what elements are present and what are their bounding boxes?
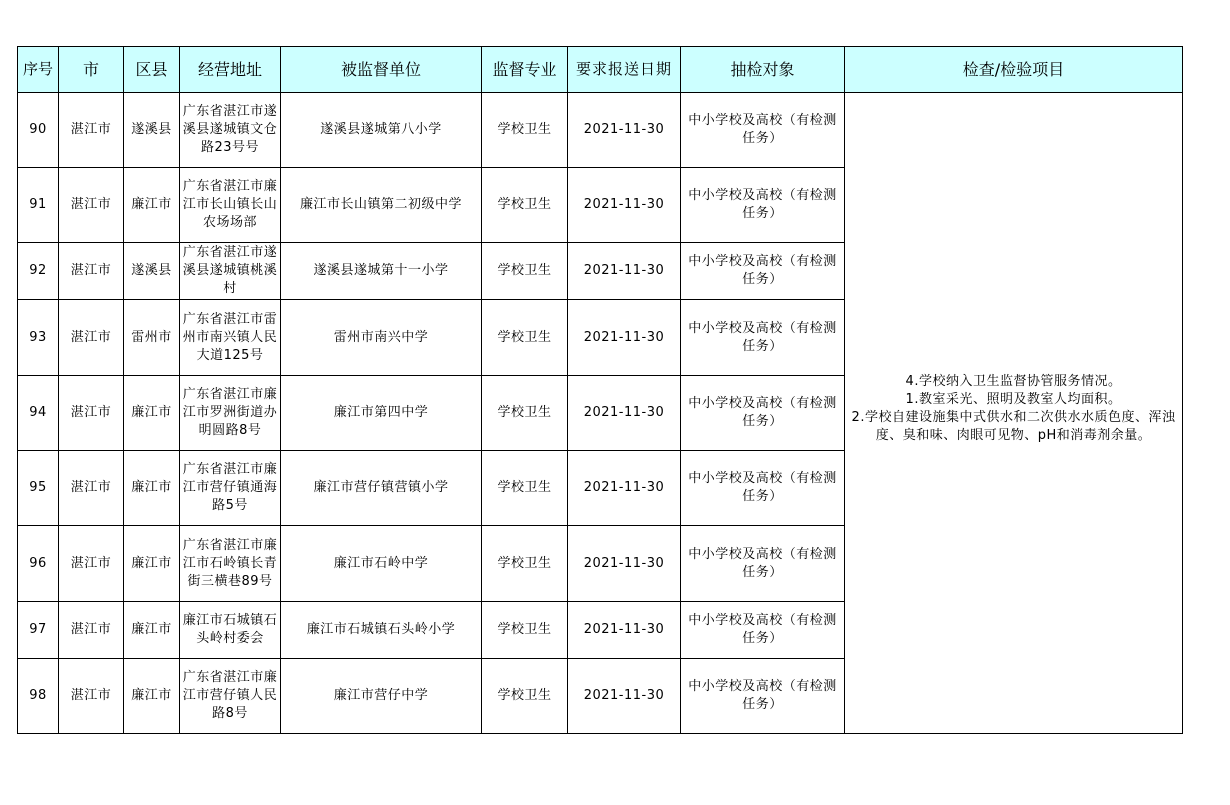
row-district: 廉江市 xyxy=(124,602,180,659)
row-seq: 97 xyxy=(18,602,59,659)
row-district: 廉江市 xyxy=(124,168,180,243)
row-address: 广东省湛江市廉江市营仔镇人民路8号 xyxy=(180,659,281,734)
inspection-table xyxy=(17,46,1183,734)
row-seq: 93 xyxy=(18,300,59,376)
row-deadline: 2021-11-30 xyxy=(568,168,681,243)
row-address: 广东省湛江市廉江市石岭镇长青街三横巷89号 xyxy=(180,526,281,602)
row-specialty: 学校卫生 xyxy=(482,93,568,168)
row-target: 中小学校及高校（有检测任务） xyxy=(681,376,845,451)
row-seq: 94 xyxy=(18,376,59,451)
items-note: 1.教室采光、照明及教室人均面积。 xyxy=(905,392,1122,407)
row-target: 中小学校及高校（有检测任务） xyxy=(681,526,845,602)
row-unit: 廉江市长山镇第二初级中学 xyxy=(281,168,482,243)
row-deadline: 2021-11-30 xyxy=(568,451,681,526)
row-unit: 廉江市营仔中学 xyxy=(281,659,482,734)
row-district: 廉江市 xyxy=(124,526,180,602)
header-target: 抽检对象 xyxy=(681,47,845,93)
row-unit: 廉江市第四中学 xyxy=(281,376,482,451)
row-specialty: 学校卫生 xyxy=(482,526,568,602)
items-note: 2.学校自建设施集中式供水和二次供水水质色度、浑浊度、臭和味、肉眼可见物、pH和消毒剂余量。 xyxy=(851,410,1176,443)
row-address: 廉江市石城镇石头岭村委会 xyxy=(180,602,281,659)
row-unit: 遂溪县遂城第八小学 xyxy=(281,93,482,168)
row-address: 广东省湛江市廉江市营仔镇通海路5号 xyxy=(180,451,281,526)
row-seq: 95 xyxy=(18,451,59,526)
header-unit: 被监督单位 xyxy=(281,47,482,93)
row-unit: 廉江市石城镇石头岭小学 xyxy=(281,602,482,659)
row-specialty: 学校卫生 xyxy=(482,243,568,300)
row-specialty: 学校卫生 xyxy=(482,451,568,526)
row-address: 广东省湛江市雷州市南兴镇人民大道125号 xyxy=(180,300,281,376)
row-city: 湛江市 xyxy=(59,602,124,659)
row-district: 遂溪县 xyxy=(124,93,180,168)
row-district: 廉江市 xyxy=(124,659,180,734)
row-unit: 廉江市营仔镇营镇小学 xyxy=(281,451,482,526)
row-specialty: 学校卫生 xyxy=(482,659,568,734)
items-notes-cell xyxy=(845,93,1183,734)
row-city: 湛江市 xyxy=(59,451,124,526)
row-target: 中小学校及高校（有检测任务） xyxy=(681,93,845,168)
row-deadline: 2021-11-30 xyxy=(568,376,681,451)
row-district: 雷州市 xyxy=(124,300,180,376)
row-deadline: 2021-11-30 xyxy=(568,526,681,602)
row-deadline: 2021-11-30 xyxy=(568,243,681,300)
row-city: 湛江市 xyxy=(59,659,124,734)
row-target: 中小学校及高校（有检测任务） xyxy=(681,168,845,243)
row-district: 廉江市 xyxy=(124,451,180,526)
row-deadline: 2021-11-30 xyxy=(568,300,681,376)
row-city: 湛江市 xyxy=(59,243,124,300)
row-address: 广东省湛江市遂溪县遂城镇桃溪村 xyxy=(180,243,281,300)
row-target: 中小学校及高校（有检测任务） xyxy=(681,602,845,659)
row-unit: 遂溪县遂城第十一小学 xyxy=(281,243,482,300)
row-seq: 92 xyxy=(18,243,59,300)
row-seq: 98 xyxy=(18,659,59,734)
header-deadline: 要求报送日期 xyxy=(568,47,681,93)
row-seq: 90 xyxy=(18,93,59,168)
row-address: 广东省湛江市廉江市长山镇长山农场场部 xyxy=(180,168,281,243)
header-specialty: 监督专业 xyxy=(482,47,568,93)
row-target: 中小学校及高校（有检测任务） xyxy=(681,300,845,376)
row-target: 中小学校及高校（有检测任务） xyxy=(681,659,845,734)
row-city: 湛江市 xyxy=(59,300,124,376)
row-address: 广东省湛江市遂溪县遂城镇文仓路23号号 xyxy=(180,93,281,168)
header-city: 市 xyxy=(59,47,124,93)
row-deadline: 2021-11-30 xyxy=(568,93,681,168)
row-deadline: 2021-11-30 xyxy=(568,659,681,734)
items-note: 4.学校纳入卫生监督协管服务情况。 xyxy=(905,374,1122,389)
row-seq: 91 xyxy=(18,168,59,243)
row-specialty: 学校卫生 xyxy=(482,376,568,451)
row-specialty: 学校卫生 xyxy=(482,168,568,243)
row-deadline: 2021-11-30 xyxy=(568,602,681,659)
table-row xyxy=(18,93,1183,168)
header-address: 经营地址 xyxy=(180,47,281,93)
header-seq: 序号 xyxy=(18,47,59,93)
row-unit: 雷州市南兴中学 xyxy=(281,300,482,376)
row-district: 遂溪县 xyxy=(124,243,180,300)
row-address: 广东省湛江市廉江市罗洲街道办明圆路8号 xyxy=(180,376,281,451)
header-district: 区县 xyxy=(124,47,180,93)
row-city: 湛江市 xyxy=(59,376,124,451)
row-city: 湛江市 xyxy=(59,526,124,602)
row-unit: 廉江市石岭中学 xyxy=(281,526,482,602)
row-target: 中小学校及高校（有检测任务） xyxy=(681,243,845,300)
header-row xyxy=(18,47,1183,93)
row-specialty: 学校卫生 xyxy=(482,602,568,659)
row-city: 湛江市 xyxy=(59,93,124,168)
row-city: 湛江市 xyxy=(59,168,124,243)
row-seq: 96 xyxy=(18,526,59,602)
row-specialty: 学校卫生 xyxy=(482,300,568,376)
header-items: 检查/检验项目 xyxy=(845,47,1183,93)
row-district: 廉江市 xyxy=(124,376,180,451)
row-target: 中小学校及高校（有检测任务） xyxy=(681,451,845,526)
